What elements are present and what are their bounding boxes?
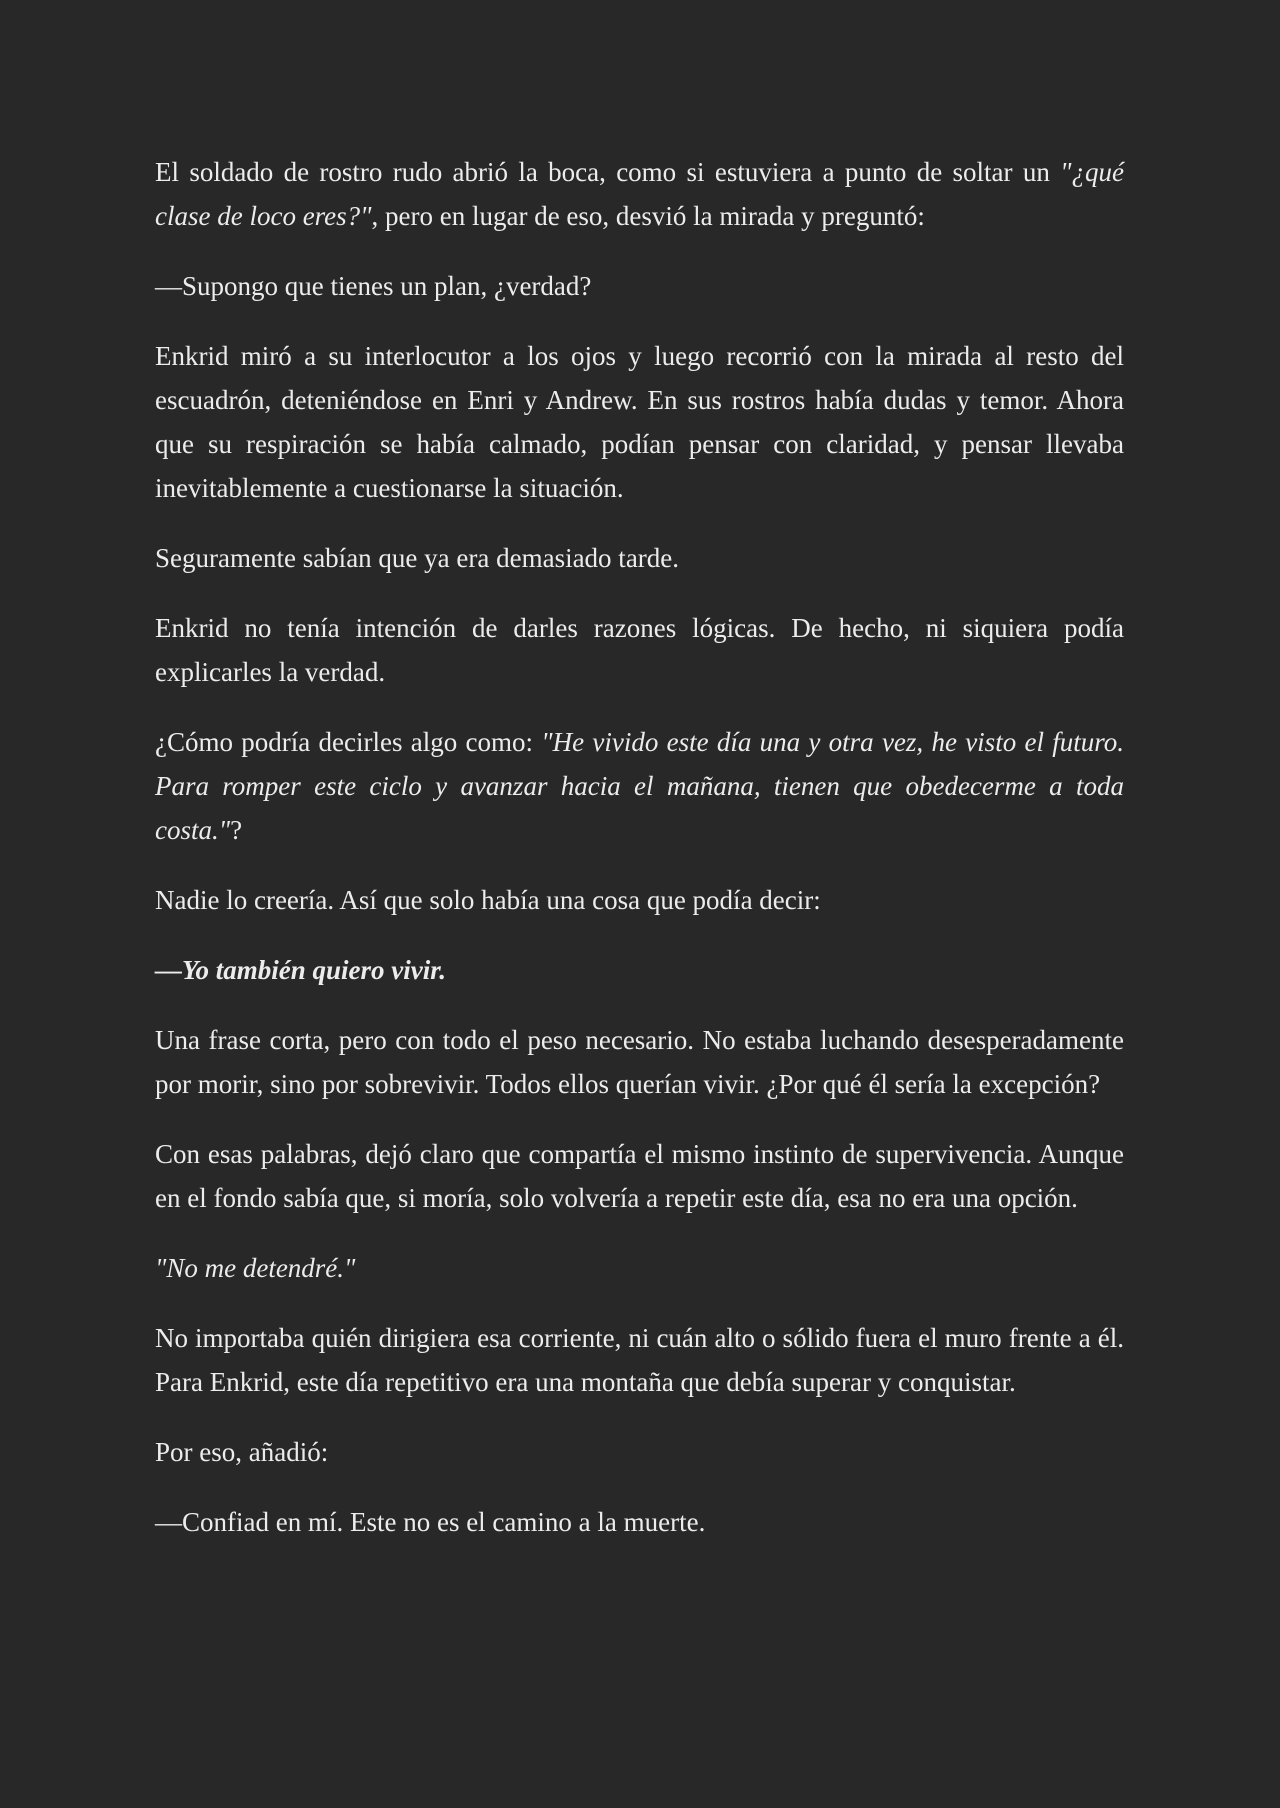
document-body <box>155 150 1124 1570</box>
dialogue-line: —Confiad en mí. Este no es el camino a la muerte. <box>155 1507 706 1537</box>
paragraph: Enkrid no tenía intención de darles razones lógicas. De hecho, ni siquiera podía explicarles la verdad. <box>155 613 1124 687</box>
paragraph: Una frase corta, pero con todo el peso necesario. No estaba luchando desesperadamente por morir, sino por sobrevivir. Todos ellos querían vivir. ¿Por qué él sería la excepción? <box>155 1025 1124 1099</box>
paragraph: Nadie lo creería. Así que solo había una cosa que podía decir: <box>155 885 821 915</box>
dialogue-line-emphasis: —Yo también quiero vivir. <box>155 955 447 985</box>
paragraph: ¿Cómo podría decirles algo como: "He vivido este día una y otra vez, he visto el futuro. Para romper este ciclo y avanzar hacia el mañana, tienen que obedecerme a toda costa."? <box>155 727 1124 845</box>
paragraph: No importaba quién dirigiera esa corriente, ni cuán alto o sólido fuera el muro frente a él. Para Enkrid, este día repetitivo era una montaña que debía superar y conquistar. <box>155 1323 1124 1397</box>
italic-quote: "He vivido este día una y otra vez, he visto el futuro. Para romper este ciclo y avanzar hacia el mañana, tienen que obedecerme a toda costa." <box>155 727 1124 845</box>
dialogue-line: —Supongo que tienes un plan, ¿verdad? <box>155 271 592 301</box>
paragraph: Con esas palabras, dejó claro que compartía el mismo instinto de supervivencia. Aunque en el fondo sabía que, si moría, solo volvería a repetir este día, esa no era una opción. <box>155 1139 1124 1213</box>
paragraph: El soldado de rostro rudo abrió la boca, como si estuviera a punto de soltar un "¿qué clase de loco eres?", pero en lugar de eso, desvió la mirada y preguntó: <box>155 157 1124 231</box>
paragraph: Seguramente sabían que ya era demasiado tarde. <box>155 543 680 573</box>
italic-quote: "¿qué clase de loco eres?" <box>155 157 1124 231</box>
paragraph: Enkrid miró a su interlocutor a los ojos y luego recorrió con la mirada al resto del escuadrón, deteniéndose en Enri y Andrew. En sus rostros había dudas y temor. Ahora que su respiración se había calmado, podían pensar con claridad, y pensar llevaba inevitablemente a cuestionarse la situación. <box>155 341 1124 503</box>
paragraph: Por eso, añadió: <box>155 1437 329 1467</box>
thought-line: "No me detendré." <box>155 1253 356 1283</box>
